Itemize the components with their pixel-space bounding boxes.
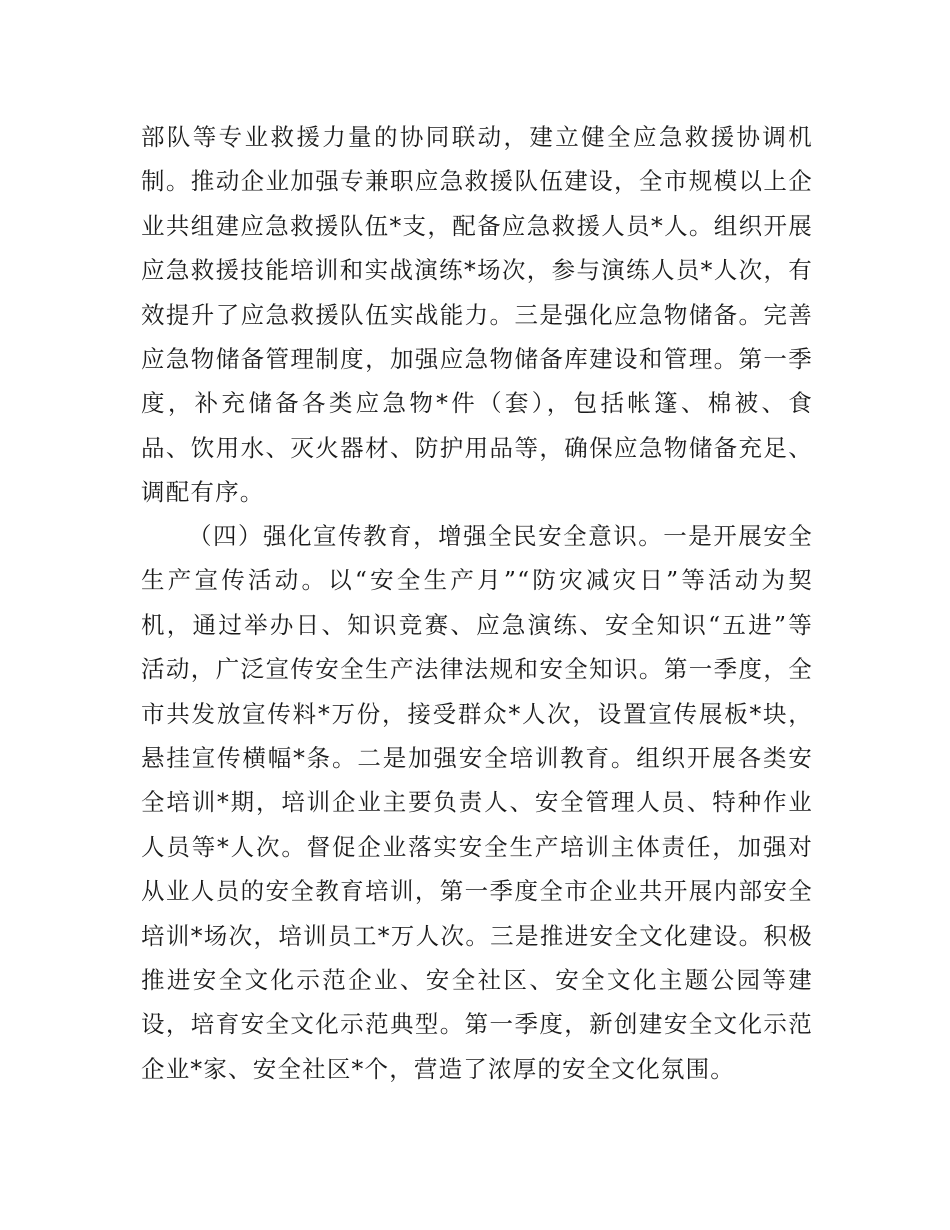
text-line: 生产宣传活动。以“安全生产月”“防灾减灾日”等活动为契: [141, 566, 813, 595]
text-line: 制。推动企业加强专兼职应急救援队伍建设，全市规模以上企: [141, 167, 813, 196]
text-line: 应急物储备管理制度，加强应急物储备库建设和管理。第一季: [141, 344, 813, 373]
text-line: 效提升了应急救援队伍实战能力。三是强化应急物储备。完善: [141, 300, 813, 329]
text-line: 从业人员的安全教育培训，第一季度全市企业共开展内部安全: [141, 877, 813, 906]
text-line: 人员等*人次。督促企业落实安全生产培训主体责任，加强对: [141, 832, 813, 861]
text-line: 度，补充储备各类应急物*件（套），包括帐篷、棉被、食: [141, 389, 813, 418]
text-line: 品、饮用水、灭火器材、防护用品等，确保应急物储备充足、: [141, 433, 813, 462]
text-line: 应急救援技能培训和实战演练*场次，参与演练人员*人次，有: [141, 256, 813, 285]
section-heading-line: （四）强化宣传教育，增强全民安全意识。一是开展安全: [188, 522, 813, 550]
paragraph-publicity-education: [141, 514, 813, 1091]
text-line: 培训*场次，培训员工*万人次。三是推进安全文化建设。积极: [141, 921, 813, 950]
text-line: 部队等专业救援力量的协同联动，建立健全应急救援协调机: [141, 123, 813, 151]
paragraph-emergency-supplies: [141, 115, 813, 515]
text-line: 活动，广泛宣传安全生产法律法规和安全知识。第一季度，全: [141, 655, 813, 684]
text-line: 机，通过举办日、知识竞赛、应急演练、安全知识“五进”等: [141, 610, 813, 639]
text-line: 业共组建应急救援队伍*支，配备应急救援人员*人。组织开展: [141, 211, 813, 240]
text-line: 市共发放宣传料*万份，接受群众*人次，设置宣传展板*块，: [141, 699, 813, 728]
text-line: 悬挂宣传横幅*条。二是加强安全培训教育。组织开展各类安: [141, 743, 813, 772]
text-line: 企业*家、安全社区*个，营造了浓厚的安全文化氛围。: [141, 1054, 735, 1083]
text-line: 推进安全文化示范企业、安全社区、安全文化主题公园等建: [141, 965, 813, 994]
text-line: 设，培育安全文化示范典型。第一季度，新创建安全文化示范: [141, 1010, 813, 1039]
text-line: 调配有序。: [141, 478, 265, 507]
text-line: 全培训*期，培训企业主要负责人、安全管理人员、特种作业: [141, 788, 813, 817]
